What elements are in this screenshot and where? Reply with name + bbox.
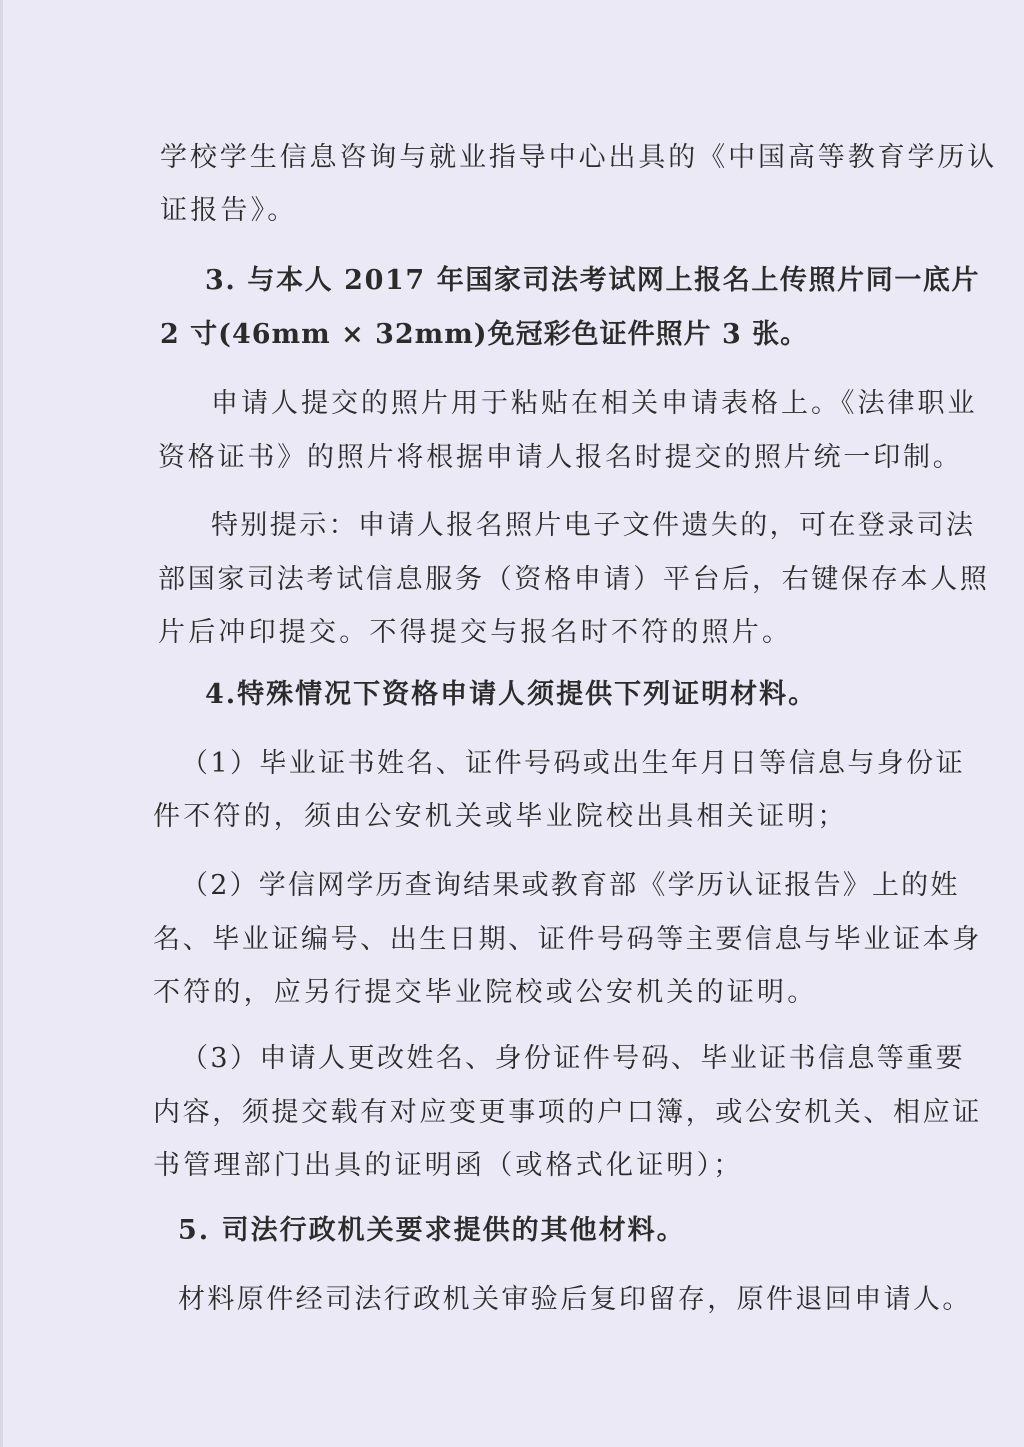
text-line: 名、毕业证编号、出生日期、证件号码等主要信息与毕业证本身 bbox=[153, 924, 982, 955]
text-line: 件不符的，须由公安机关或毕业院校出具相关证明； bbox=[153, 801, 848, 832]
text-line: 材料原件经司法行政机关审验后复印留存，原件退回申请人。 bbox=[178, 1284, 972, 1315]
text-line: 申请人提交的照片用于粘贴在相关申请表格上。《法律职业 bbox=[211, 388, 978, 419]
text-line: 特别提示：申请人报名照片电子文件遗失的，可在登录司法 bbox=[211, 510, 976, 541]
text-line: 不符的，应另行提交毕业院校或公安机关的证明。 bbox=[153, 977, 818, 1008]
text-line: 证报告》。 bbox=[160, 195, 298, 226]
text-line: （1）毕业证书姓名、证件号码或出生年月日等信息与身份证 bbox=[181, 748, 965, 779]
section-heading-3: 3. 与本人 2017 年国家司法考试网上报名上传照片同一底片 bbox=[205, 265, 981, 296]
text-line: 2 寸(46mm × 32mm)免冠彩色证件照片 3 张。 bbox=[160, 319, 809, 350]
section-heading-4: 4.特殊情况下资格申请人须提供下列证明材料。 bbox=[205, 679, 818, 710]
section-heading-5: 5. 司法行政机关要求提供的其他材料。 bbox=[178, 1215, 686, 1246]
text-line: （3）申请人更改姓名、身份证件号码、毕业证书信息等重要 bbox=[181, 1043, 965, 1074]
text-line: 学校学生信息咨询与就业指导中心出具的《中国高等教育学历认 bbox=[160, 142, 998, 173]
text-line: 资格证书》的照片将根据申请人报名时提交的照片统一印制。 bbox=[158, 442, 963, 473]
text-line: 片后冲印提交。不得提交与报名时不符的照片。 bbox=[158, 617, 793, 648]
text-line: 部国家司法考试信息服务（资格申请）平台后，右键保存本人照 bbox=[158, 564, 990, 595]
text-line: 书管理部门出具的证明函（或格式化证明）； bbox=[153, 1150, 744, 1181]
text-line: 内容，须提交载有对应变更事项的户口簿，或公安机关、相应证 bbox=[153, 1097, 982, 1128]
text-line: （2）学信网学历查询结果或教育部《学历认证报告》上的姓 bbox=[181, 870, 960, 901]
